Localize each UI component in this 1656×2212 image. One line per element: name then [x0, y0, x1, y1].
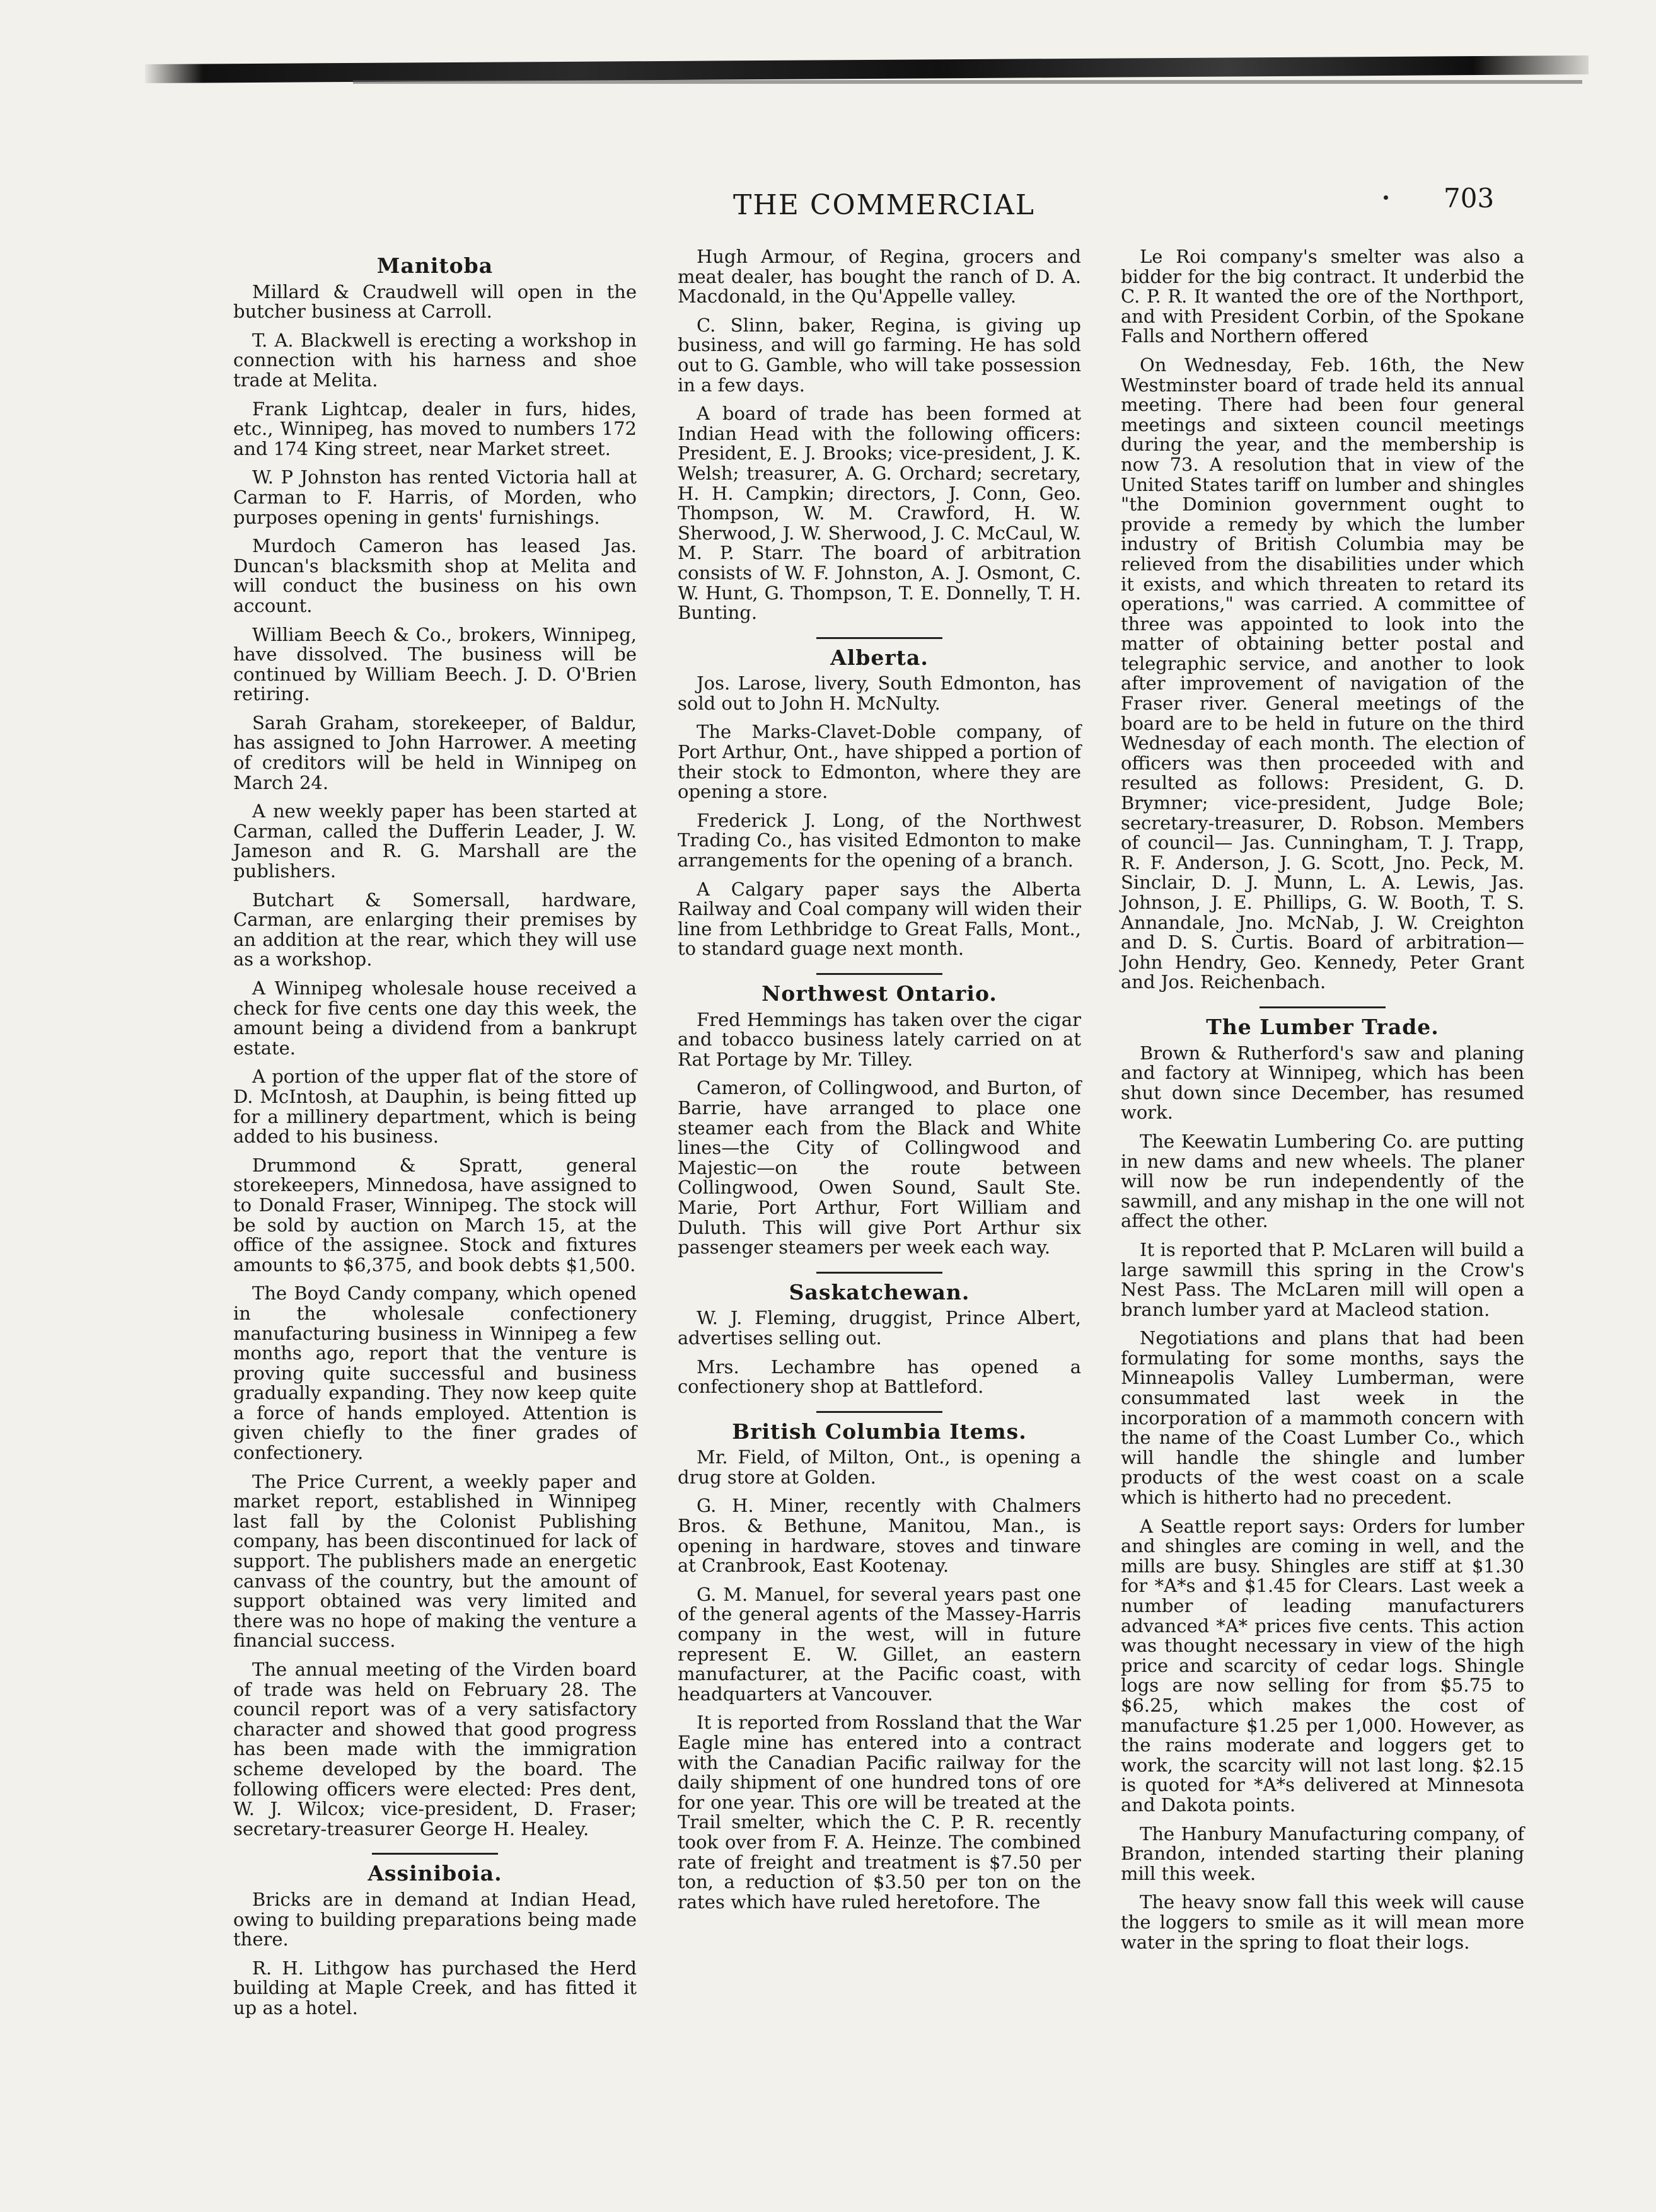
scan-edge-shadow: [353, 80, 1582, 84]
news-item: G. M. Manuel, for several years past one of the general agents of the Massey-Harris company in the west, will in future represent E. W. Gillet, an eastern manufacturer, at the Pacific coast, with headquarters at Vancouver.: [678, 1583, 1081, 1705]
news-item: It is reported that P. McLaren will build a large sawmill this spring in the Crow's Nest Pass. The McLaren mill will open a branch lumber yard at Macleod station.: [1121, 1238, 1524, 1320]
section-heading: The Lumber Trade.: [1206, 1014, 1439, 1039]
scan-edge-artifact: [145, 55, 1589, 83]
news-item: The Price Current, a weekly paper and market report, established in Winnipeg last fall by the Colonist Publishing company, has been discontinued for lack of support. The publishers made an energetic canvass of the country, but the amount of support obtained was very limited and there was no hope of making the venture a financial success.: [233, 1470, 637, 1652]
news-item: The Hanbury Manufacturing company, of Brandon, intended starting their planing mill this week.: [1121, 1823, 1524, 1884]
column-1: [233, 247, 637, 2027]
news-item: Millard & Craudwell will open in the butcher business at Carroll.: [233, 280, 637, 323]
news-item: A Seattle report says: Orders for lumber and shingles are coming in well, and the mills are busy. Shingles are stiff at $1.30 for *A*s and $1.45 for Clears. Last week a number of leading manufacturers advanced *A* prices five cents. This action was thought necessary in view of the high price and scarcity of cedar logs. Shingle logs are now selling for from $5.75 to $6.25, which makes the cost of manufacture $1.25 per 1,000. However, as the rains moderate and loggers get to work, the scarcity will not last long. $2.15 is quoted for *A*s delivered at Minnesota and Dakota points.: [1121, 1515, 1524, 1816]
news-item: Cameron, of Collingwood, and Burton, of Barrie, have arranged to place one steamer each from the Black and White lines—the City of Collingwood and Majestic—on the route between Collingwood, Owen Sound, Sault Ste. Marie, Port Arthur, Fort William and Duluth. This will give Port Arthur six passenger steamers per week each way.: [678, 1077, 1081, 1259]
news-item: Frank Lightcap, dealer in furs, hides, etc., Winnipeg, has moved to numbers 172 and 174 King street, near Market street.: [233, 398, 637, 459]
section-heading: Assiniboia.: [368, 1861, 502, 1886]
news-item: Sarah Graham, storekeeper, of Baldur, has assigned to John Harrower. A meeting of creditors will be held in Winnipeg on March 24.: [233, 711, 637, 793]
section-divider: [816, 1272, 942, 1274]
news-item: Frederick J. Long, of the Northwest Trading Co., has visited Edmonton to make arrangements for the opening of a branch.: [678, 809, 1081, 872]
news-item: A board of trade has been formed at Indian Head with the following officers: President, E. J. Brooks; vice-president, J. K. Welsh; treasurer, A. G. Orchard; secretary, H. H. Campkin; directors, J. Conn, Geo. Thompson, W. M. Crawford, H. W. Sherwood, J. W. Sherwood, J. C. McCaul, W. M. P. Starr. The board of arbitration consists of W. F. Johnston, A. J. Osmont, C. W. Hunt, G. Thompson, T. E. Donnelly, T. H. Bunting.: [678, 403, 1081, 624]
news-item: Murdoch Cameron has leased Jas. Duncan's blacksmith shop at Melita and will conduct the business on his own account.: [233, 535, 637, 616]
news-item: C. Slinn, baker, Regina, is giving up business, and will go farming. He has sold out to G. Gamble, who will take possession in a few days.: [678, 314, 1081, 396]
news-item: The Marks-Clavet-Doble company, of Port Arthur, Ont., have shipped a portion of their stock to Edmonton, where they are opening a store.: [678, 721, 1081, 803]
news-item: Bricks are in demand at Indian Head, owing to building preparations being made there.: [233, 1888, 637, 1950]
news-item: R. H. Lithgow has purchased the Herd building at Maple Creek, and has fitted it up as a hotel.: [233, 1957, 637, 2019]
news-item: A new weekly paper has been started at Carman, called the Dufferin Leader, J. W. Jameson and R. G. Marshall are the publishers.: [233, 800, 637, 882]
news-item: A portion of the upper flat of the store of D. McIntosh, at Dauphin, is being fitted up for a millinery department, which is being added to his business.: [233, 1066, 637, 1148]
news-item: William Beech & Co., brokers, Winnipeg, have dissolved. The business will be continued by William Beech. J. D. O'Brien retiring.: [233, 623, 637, 705]
section-heading: Saskatchewan.: [789, 1279, 970, 1305]
section-divider: [816, 973, 942, 975]
column-2: [678, 247, 1081, 1921]
news-item: T. A. Blackwell is erecting a workshop in connection with his harness and shoe trade at Melita.: [233, 329, 637, 391]
news-item: It is reported from Rossland that the War Eagle mine has entered into a contract with the Canadian Pacific railway for the daily shipment of one hundred tons of ore for one year. This ore will be treated at the Trail smelter, which the C. P. R. recently took over from F. A. Heinze. The combined rate of freight and treatment is $7.50 per ton, a reduction of $3.50 per ton on the rates which have ruled heretofore. The: [678, 1712, 1081, 1913]
column-3: [1121, 247, 1524, 1961]
header-dot: [1384, 195, 1388, 200]
news-item: Butchart & Somersall, hardware, Carman, are enlarging their premises by an addition at the rear, which they will use as a workshop.: [233, 889, 637, 971]
news-item: Le Roi company's smelter was also a bidder for the big contract. It underbid the C. P. R. It wanted the ore of the Northport, and with President Corbin, of the Spokane Falls and Northern offered: [1121, 246, 1524, 347]
news-item: The Keewatin Lumbering Co. are putting in new dams and new wheels. The planer will now be run independently of the sawmill, and any mishap in the one will not affect the other.: [1121, 1130, 1524, 1232]
section-heading: Northwest Ontario.: [761, 981, 997, 1006]
news-item: Mr. Field, of Milton, Ont., is opening a drug store at Golden.: [678, 1446, 1081, 1488]
news-item: Brown & Rutherford's saw and planing and factory at Winnipeg, which has been shut down since December, has resumed work.: [1121, 1042, 1524, 1124]
news-item: The Boyd Candy company, which opened in the wholesale confectionery manufacturing business in Winnipeg a few months ago, report that the venture is proving quite successful and business gradually expanding. They now keep quite a force of hands employed. Attention is given chiefly to the finer grades of confectionery.: [233, 1282, 637, 1464]
news-item: The heavy snow fall this week will cause the loggers to smile as it will mean more water in the spring to float their logs.: [1121, 1891, 1524, 1953]
section-divider: [816, 1411, 942, 1413]
running-title: THE COMMERCIAL: [733, 189, 1035, 221]
news-item: G. H. Miner, recently with Chalmers Bros. & Bethune, Manitou, Man., is opening in hardware, stoves and tinware at Cranbrook, East Kootenay.: [678, 1495, 1081, 1577]
section-heading: Manitoba: [376, 253, 494, 278]
section-divider: [372, 1853, 498, 1855]
news-item: Mrs. Lechambre has opened a confectionery shop at Battleford.: [678, 1356, 1081, 1398]
news-item: A Winnipeg wholesale house received a check for five cents one day this week, the amount being a dividend from a bankrupt estate.: [233, 977, 637, 1059]
news-item: A Calgary paper says the Alberta Railway and Coal company will widen their line from Lethbridge to Great Falls, Mont., to standard guage next month.: [678, 878, 1081, 960]
news-item: The annual meeting of the Virden board of trade was held on February 28. The council report was of a very satisfactory character and showed that good progress has been made with the immigration scheme developed by the board. The following officers were elected: Pres dent, W. J. Wilcox; vice-president, D. Fraser; secretary-treasurer George H. Healey.: [233, 1659, 637, 1840]
section-divider: [816, 637, 942, 639]
news-item: On Wednesday, Feb. 16th, the New Westminster board of trade held its annual meeting. There had been four general meetings and sixteen council meetings during the year, and the membership is now 73. A resolution that in view of the United States tariff on lumber and shingles "the Dominion government ought to provide a remedy by which the lumber industry of British Columbia may be relieved from the disabilities under which it exists, and which threaten to retard its operations," was carried. A committee of three was appointed to look into the matter of obtaining better postal and telegraphic service, and another to look after improvement of navigation of the Fraser river. General meetings of the board are to be held in future on the third Wednesday of each month. The election of officers was then proceeded with and resulted as follows: President, G. D. Brymner; vice-president, Judge Bole; secretary-treasurer, D. Robson. Members of council— Jas. Cunningham, T. J. Trapp, R. F. Anderson, J. G. Scott, Jno. Peck, M. Sinclair, D. J. Munn, L. A. Lewis, Jas. Johnson, J. E. Phillips, G. W. Booth, T. S. Annandale, Jno. McNab, J. W. Creighton and D. S. Curtis. Board of arbitration—John Hendry, Geo. Kennedy, Peter Grant and Jos. Reichenbach.: [1121, 354, 1524, 993]
news-item: W. P Johnston has rented Victoria hall at Carman to F. Harris, of Morden, who purposes opening in gents' furnishings.: [233, 466, 637, 528]
news-item: Drummond & Spratt, general storekeepers, Minnedosa, have assigned to to Donald Fraser, Winnipeg. The stock will be sold by auction on March 15, at the office of the assignee. Stock and fixtures amounts to $6,375, and book debts $1,500.: [233, 1154, 637, 1276]
news-item: Jos. Larose, livery, South Edmonton, has sold out to John H. McNulty.: [678, 672, 1081, 714]
page-number: 703: [1444, 183, 1495, 214]
section-heading: British Columbia Items.: [732, 1419, 1027, 1444]
news-item: Fred Hemmings has taken over the cigar and tobacco business lately carried on at Rat Portage by Mr. Tilley.: [678, 1008, 1081, 1070]
section-divider: [1259, 1006, 1386, 1008]
news-item: Negotiations and plans that had been formulating for some months, says the Minneapolis Valley Lumberman, were consummated last week in the incorporation of a mammoth concern with the name of the Coast Lumber Co., which will handle the shingle and lumber products of the west coast on a scale which is hitherto had no precedent.: [1121, 1327, 1524, 1509]
news-item: W. J. Fleming, druggist, Prince Albert, advertises selling out.: [678, 1307, 1081, 1349]
news-item: Hugh Armour, of Regina, grocers and meat dealer, has bought the ranch of D. A. Macdonald, in the Qu'Appelle valley.: [678, 246, 1081, 308]
section-heading: Alberta.: [830, 645, 929, 670]
